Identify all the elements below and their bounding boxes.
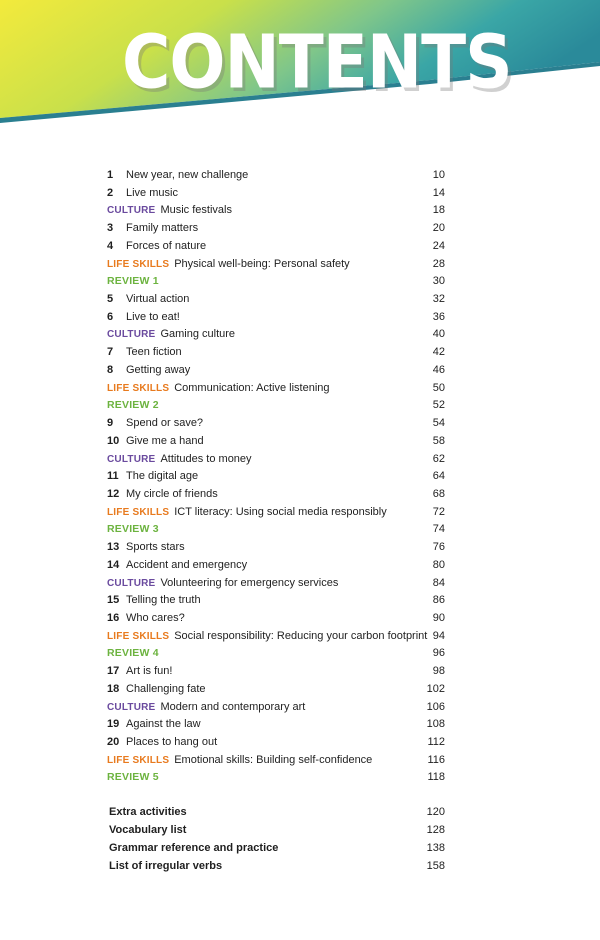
entry-title: Modern and contemporary art [160, 700, 306, 713]
page-number: 102 [426, 682, 445, 695]
entry-title: Give me a hand [126, 434, 204, 447]
toc-row [107, 556, 445, 574]
toc-row [107, 627, 445, 645]
page-number: 20 [432, 222, 445, 235]
toc-row [107, 396, 445, 414]
page-number: 30 [432, 275, 445, 288]
entry-title: Physical well-being: Personal safety [174, 257, 350, 270]
section-label: LIFE SKILLS [107, 506, 170, 518]
toc-row [107, 361, 445, 379]
page-number: 120 [426, 806, 445, 818]
toc-row [107, 591, 445, 609]
unit-number: 12 [107, 487, 120, 500]
toc-row [107, 237, 445, 255]
page-number: 64 [432, 470, 445, 483]
entry-title: Spend or save? [126, 417, 204, 430]
entry-title: Forces of nature [126, 239, 207, 252]
extra-row [109, 821, 445, 839]
unit-number: 4 [107, 239, 114, 252]
unit-number: 16 [107, 612, 120, 624]
section-label: REVIEW 1 [107, 275, 159, 288]
page-number: 116 [427, 753, 445, 766]
section-label: REVIEW 4 [107, 647, 159, 660]
entry-title: Extra activities [109, 806, 187, 818]
page-number: 112 [427, 736, 445, 749]
entry-title: Family matters [126, 222, 199, 235]
entry-title: Grammar reference and practice [109, 841, 279, 854]
toc-row [107, 662, 445, 680]
section-label: REVIEW 5 [107, 771, 159, 784]
page-number: 10 [432, 169, 445, 181]
toc-row [107, 255, 445, 273]
section-label: CULTURE [107, 329, 156, 341]
page-number: 32 [432, 293, 445, 306]
toc-row [107, 432, 445, 450]
entry-title: Music festivals [160, 204, 232, 217]
section-label: LIFE SKILLS [107, 382, 170, 394]
page-number: 94 [432, 629, 445, 642]
entry-title: Volunteering for emergency services [160, 576, 339, 589]
section-label: REVIEW 2 [107, 399, 159, 412]
toc-row [107, 219, 445, 237]
page-number: 24 [432, 239, 445, 252]
page-title: CONTENTS [122, 19, 512, 106]
entry-title: Teen fiction [126, 346, 182, 359]
section-label: CULTURE [107, 577, 156, 589]
unit-number: 20 [107, 736, 120, 749]
unit-number: 17 [107, 665, 120, 678]
page-number: 72 [432, 505, 445, 518]
entry-title: Getting away [126, 363, 191, 376]
entry-title: Telling the truth [126, 594, 201, 607]
toc-row [107, 520, 445, 538]
unit-number: 8 [107, 363, 114, 376]
page-number: 118 [427, 771, 445, 784]
entry-title: Against the law [126, 718, 201, 731]
unit-number: 5 [107, 293, 114, 306]
entry-title: Emotional skills: Building self-confidence [174, 753, 373, 766]
toc-row [107, 751, 445, 769]
entry-title: Challenging fate [126, 682, 206, 695]
unit-number: 6 [107, 310, 114, 323]
toc-row [107, 609, 445, 627]
page-number: 98 [432, 665, 445, 678]
entry-title: List of irregular verbs [109, 859, 223, 872]
entry-title: Sports stars [126, 541, 185, 554]
toc-row [107, 414, 445, 432]
toc-row [107, 485, 445, 503]
toc-row [107, 503, 445, 521]
toc-row [107, 768, 445, 786]
toc-row [107, 379, 445, 397]
unit-number: 11 [107, 470, 119, 483]
toc-row [107, 680, 445, 698]
toc-row [107, 343, 445, 361]
page-number: 42 [432, 346, 445, 359]
entry-title: Virtual action [126, 293, 190, 306]
page-number: 138 [426, 841, 445, 854]
entry-title: Social responsibility: Reducing your carbon footprint [174, 629, 428, 642]
extra-row [109, 803, 445, 821]
toc-row [107, 450, 445, 468]
page-number: 50 [432, 381, 445, 394]
toc-row [107, 166, 445, 184]
page-number: 62 [432, 452, 445, 465]
page-number: 36 [432, 310, 445, 323]
extra-row [109, 857, 445, 875]
page-number: 106 [426, 700, 445, 713]
entry-title: Communication: Active listening [174, 381, 330, 394]
entry-title: Who cares? [126, 612, 185, 624]
page-number: 52 [432, 399, 445, 412]
entry-title: My circle of friends [126, 487, 218, 500]
page-number: 76 [432, 541, 445, 554]
toc-row [107, 698, 445, 716]
section-label: CULTURE [107, 701, 156, 713]
entry-title: Live music [126, 186, 178, 199]
page-number: 84 [432, 576, 445, 589]
unit-number: 15 [107, 594, 120, 607]
page-number: 128 [426, 823, 445, 836]
entry-title: Accident and emergency [126, 558, 248, 571]
unit-number: 10 [107, 434, 120, 447]
section-label: LIFE SKILLS [107, 754, 170, 766]
entry-title: ICT literacy: Using social media responsibly [174, 505, 387, 518]
unit-number: 13 [107, 541, 120, 554]
toc-row [107, 467, 445, 485]
page-number: 28 [432, 257, 445, 270]
page-number: 74 [432, 523, 445, 536]
page-number: 40 [432, 328, 445, 341]
toc-row [107, 272, 445, 290]
toc-row [107, 538, 445, 556]
toc-row [107, 308, 445, 326]
page-number: 90 [432, 612, 445, 624]
page-number: 68 [432, 487, 445, 500]
section-label: LIFE SKILLS [107, 258, 170, 270]
unit-number: 7 [107, 346, 114, 359]
entry-title: Gaming culture [160, 328, 236, 341]
toc-row [107, 201, 445, 219]
unit-number: 9 [107, 417, 114, 430]
page-number: 108 [426, 718, 445, 731]
toc-row [107, 290, 445, 308]
unit-number: 18 [107, 682, 120, 695]
unit-number: 3 [107, 222, 114, 235]
toc-row [107, 715, 445, 733]
entry-title: The digital age [126, 470, 199, 483]
entry-title: New year, new challenge [126, 169, 249, 181]
extra-row [109, 839, 445, 857]
entry-title: Vocabulary list [109, 823, 187, 836]
page-number: 86 [432, 594, 445, 607]
toc-row [107, 184, 445, 202]
entry-title: Attitudes to money [160, 452, 252, 465]
page-number: 80 [432, 558, 445, 571]
page-number: 158 [426, 859, 445, 872]
toc-row [107, 644, 445, 662]
page-number: 18 [432, 204, 445, 217]
entry-title: Places to hang out [126, 736, 218, 749]
toc-row [107, 574, 445, 592]
unit-number: 2 [107, 186, 114, 199]
toc-row [107, 733, 445, 751]
section-label: CULTURE [107, 453, 156, 465]
section-label: CULTURE [107, 205, 156, 217]
entry-title: Art is fun! [126, 665, 173, 678]
entry-title: Live to eat! [126, 310, 180, 323]
unit-number: 14 [107, 558, 120, 571]
unit-number: 19 [107, 718, 120, 731]
section-label: REVIEW 3 [107, 523, 159, 536]
page-number: 54 [432, 417, 445, 430]
page-number: 14 [432, 186, 445, 199]
page-number: 96 [432, 647, 445, 660]
section-label: LIFE SKILLS [107, 630, 170, 642]
page-number: 46 [432, 363, 445, 376]
page-number: 58 [432, 434, 445, 447]
toc-row [107, 325, 445, 343]
unit-number: 1 [107, 169, 114, 181]
